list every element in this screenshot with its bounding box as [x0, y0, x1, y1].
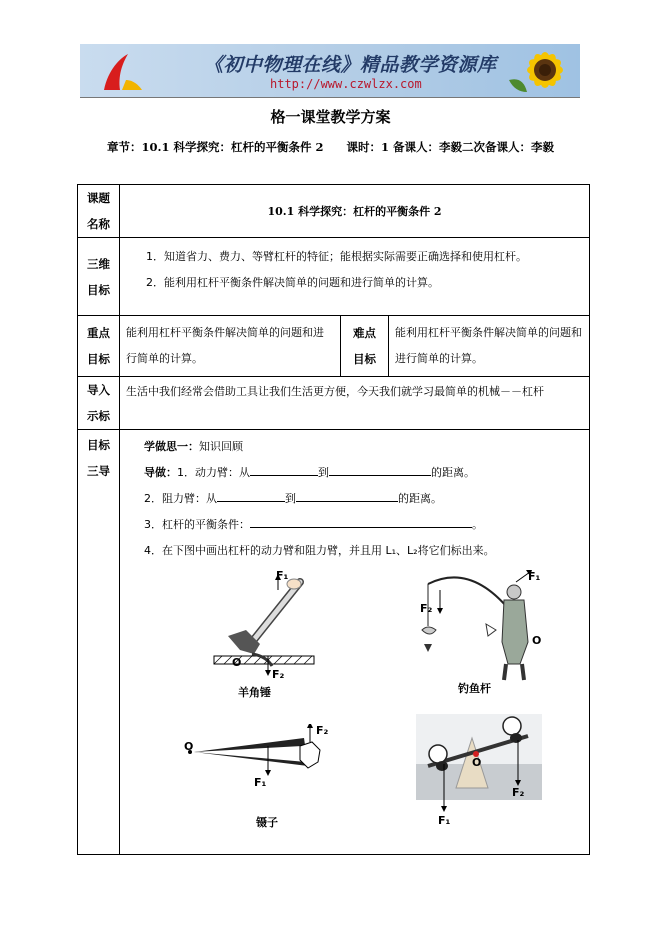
banner-url[interactable]: http://www.czwlzx.com — [270, 77, 422, 91]
goals-content — [120, 238, 590, 316]
row-key — [78, 316, 590, 377]
row-topic — [78, 185, 590, 238]
svg-text:F₁: F₁ — [254, 776, 267, 789]
goal-item: 2．能利用杠杆平衡条件解决简单的问题和进行简单的计算。 — [146, 276, 439, 289]
guide-label: 目标 三导 — [78, 430, 120, 855]
answer-blank[interactable] — [250, 515, 472, 528]
row-intro — [78, 377, 590, 430]
guide-section: 学做思一：知识回顾 — [144, 440, 243, 453]
svg-text:F₁: F₁ — [438, 814, 451, 827]
tweezers-figure — [184, 724, 364, 849]
difficulty-label: 难点 目标 — [341, 316, 389, 377]
guide-question-2: 2．阻力臂：从 到 的距离。 — [144, 486, 589, 512]
page-title: 格一课堂教学方案 — [270, 108, 391, 126]
svg-text:O: O — [472, 756, 482, 769]
site-logo — [98, 50, 148, 94]
goals-label: 三维 目标 — [78, 238, 120, 316]
banner-title: 《初中物理在线》精品教学资源库 — [204, 54, 497, 76]
difficulty-value: 能利用杠杆平衡条件解决简单的问题和进行简单的计算。 — [389, 316, 590, 377]
sunflower-image — [505, 44, 579, 98]
intro-label: 导入 示标 — [78, 377, 120, 430]
intro-value: 生活中我们经常会借助工具让我们生活更方便，今天我们就学习最简单的机械－－杠杆 — [120, 377, 590, 430]
guide-question-4: 4．在下图中画出杠杆的动力臂和阻力臂，并且用 L₁、L₂将它们标出来。 — [144, 544, 495, 557]
answer-blank[interactable] — [329, 463, 431, 476]
hammer-caption: 羊角锤 — [238, 686, 271, 699]
key-label: 重点 目标 — [78, 316, 120, 377]
seesaw-figure — [416, 714, 566, 834]
banner-divider — [80, 97, 580, 98]
topic-value: 10.1 科学探究：杠杆的平衡条件 2 — [120, 185, 590, 238]
claw-hammer-figure — [194, 570, 354, 700]
goal-item: 1．知道省力、费力、等臂杠杆的特征；能根据实际需要正确选择和使用杠杆。 — [146, 250, 527, 263]
svg-text:F₂: F₂ — [272, 668, 285, 681]
svg-text:O: O — [232, 656, 242, 669]
svg-text:F₁: F₁ — [276, 570, 289, 582]
topic-label: 课题 名称 — [78, 185, 120, 238]
answer-blank[interactable] — [296, 489, 398, 502]
svg-text:O: O — [184, 740, 194, 753]
answer-blank[interactable] — [217, 489, 285, 502]
header-banner — [80, 44, 580, 98]
chapter-info: 章节：10.1 科学探究：杠杆的平衡条件 2 课时：1 备课人：李毅二次备课人：李毅 — [107, 140, 555, 154]
svg-text:O: O — [532, 634, 542, 647]
fishing-rod-figure — [416, 564, 566, 699]
answer-blank[interactable] — [250, 463, 318, 476]
svg-text:F₂: F₂ — [512, 786, 525, 799]
lever-figures — [144, 564, 589, 854]
guide-question-3: 3．杠杆的平衡条件： 。 — [144, 512, 589, 538]
svg-text:F₂: F₂ — [316, 724, 329, 737]
guide-question-1: 导做：1．动力臂：从 到 的距离。 — [144, 460, 589, 486]
key-value: 能利用杠杆平衡条件解决简单的问题和进行简单的计算。 — [120, 316, 341, 377]
lesson-plan-table — [77, 184, 590, 855]
svg-text:F₁: F₁ — [528, 570, 541, 583]
fishing-caption: 钓鱼杆 — [458, 682, 491, 695]
row-goals — [78, 238, 590, 316]
guide-content — [120, 430, 590, 855]
svg-text:F₂: F₂ — [420, 602, 433, 615]
row-guide — [78, 430, 590, 855]
tweezers-caption: 镊子 — [256, 816, 278, 829]
